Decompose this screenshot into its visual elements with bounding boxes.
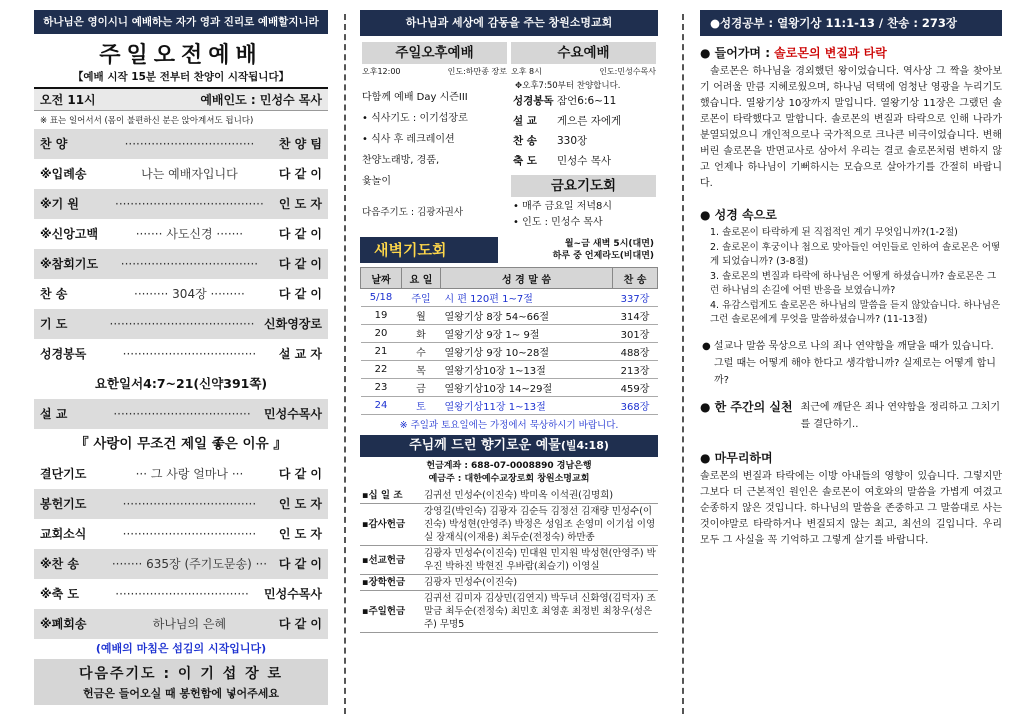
wednesday-item-label: 설 교 bbox=[513, 115, 537, 127]
column-header: ●성경공부 : 열왕기상 11:1-13 / 찬송 : 273장 bbox=[700, 10, 1002, 36]
dawn-bar bbox=[360, 237, 658, 263]
wednesday-item-value: 게으른 자에게 bbox=[557, 115, 622, 127]
cell-date: 20 bbox=[361, 325, 402, 343]
offering-type: ▪장학헌금 bbox=[360, 575, 422, 591]
scripture-ref: 요한일서4:7~21(신약391쪽) bbox=[94, 376, 268, 391]
order-person: 다 같 이 bbox=[278, 467, 322, 481]
account-info bbox=[360, 460, 658, 486]
table-row bbox=[361, 361, 658, 379]
order-person: 다 같 이 bbox=[278, 287, 322, 301]
cell-hymn: 301장 bbox=[613, 325, 658, 343]
offering-type: ▪십 일 조 bbox=[360, 488, 422, 504]
cell-date: 21 bbox=[361, 343, 402, 361]
cell-day: 화 bbox=[402, 325, 441, 343]
wednesday-meta bbox=[509, 64, 658, 79]
order-row bbox=[34, 189, 328, 219]
sermon-question: ● 설교나 말씀 묵상으로 나의 죄나 연약함을 깨달을 때가 있습니다. 그럴 때는 어떻게 해야 한다고 생각합니까? 실제로는 어떻게 합니까? bbox=[702, 340, 996, 386]
wednesday-item-label: 성경봉독 bbox=[513, 95, 554, 107]
intro-text: 솔로몬은 하나님을 경외했던 왕이었습니다. 역사상 그 짝을 찾아보기 어려울 만큼 지혜로웠으며, 하나님 덕택에 엄청난 영광을 누리기도 했습니다. 열왕기상 10장까지 말입니다. 열왕기상 11장은 그랬던 솔로몬이 타락했다고 말합니다. 솔로몬의 변질과 타락으로 인해 나라가 분열되었으니 개인적으로나 국가적으로 크나큰 비극이었습니다. 변해 버린 솔로몬을 반면교사로 삼아서 우리는 결코 솔로몬처럼 변하지 않고 언제나 하나님이 기뻐하시는 모습으로 살아가기를 간절히 바랍니다. bbox=[700, 66, 1002, 189]
table-row bbox=[361, 289, 658, 307]
offering-names: 김광자 민성수(이진숙) bbox=[422, 575, 658, 591]
cell-date: 5/18 bbox=[361, 289, 402, 307]
page-title: 주일오전예배 bbox=[99, 43, 263, 68]
wednesday-item-label: 찬 송 bbox=[513, 135, 537, 147]
order-person: 다 같 이 bbox=[278, 617, 322, 631]
cell-day: 금 bbox=[402, 379, 441, 397]
cell-hymn: 488장 bbox=[613, 343, 658, 361]
worship-time: 오전 11시 bbox=[40, 93, 96, 107]
cell-text: 열왕기상 8장 54~66절 bbox=[441, 307, 613, 325]
column-divider bbox=[682, 14, 684, 714]
order-person: 다 같 이 bbox=[278, 257, 322, 271]
sunday-pm-time: 오후12:00 bbox=[362, 67, 401, 76]
order-label: 결단기도 bbox=[40, 467, 87, 481]
program-line: • 식사 후 레크레이션 bbox=[362, 134, 455, 145]
question-list bbox=[700, 226, 1002, 328]
order-row-sermon bbox=[34, 399, 328, 429]
order-row bbox=[34, 249, 328, 279]
order-dots: ···································· bbox=[113, 407, 251, 421]
order-label: 성경봉독 bbox=[40, 347, 87, 361]
order-row bbox=[34, 219, 328, 249]
dawn-info-1: 월~금 새벽 5시(대면) bbox=[564, 239, 654, 249]
table-row bbox=[361, 307, 658, 325]
wednesday-item bbox=[513, 91, 658, 111]
order-row bbox=[34, 549, 328, 579]
schedule-note: ※ 주일과 토요일에는 가정에서 묵상하시기 바랍니다. bbox=[399, 420, 619, 431]
cell-text: 열왕기상10장 1~13절 bbox=[441, 361, 613, 379]
wednesday-time: 오후 8시 bbox=[511, 67, 542, 76]
practice-text: 최근에 깨닫은 죄나 연약함을 정리하고 그치기를 결단하기.. bbox=[800, 401, 1000, 430]
dawn-title: 새벽기도회 bbox=[360, 237, 498, 263]
offering-title: 주님께 드린 향기로운 예물 bbox=[409, 438, 561, 453]
table-row bbox=[360, 575, 658, 591]
friday-title: 금요기도회 bbox=[511, 175, 656, 197]
cell-hymn: 459장 bbox=[613, 379, 658, 397]
cell-text: 열왕기상 9장 1~ 9절 bbox=[441, 325, 613, 343]
order-row bbox=[34, 339, 328, 369]
offering-names: 김귀선 김미자 김상민(김연지) 박두녀 신화영(김덕자) 조말금 최두순(전정숙) 최민호 최영훈 최정빈 최창우(성은주) 무명5 bbox=[422, 591, 658, 633]
dawn-info-2: 하루 중 언제라도(비대면) bbox=[552, 251, 654, 261]
sunday-pm-program bbox=[360, 87, 509, 192]
wednesday-item bbox=[513, 111, 658, 131]
offering-names: 김귀선 민성수(이진숙) 박미옥 이석권(김명희) bbox=[422, 488, 658, 504]
cell-date: 23 bbox=[361, 379, 402, 397]
friday-line: • 매주 금요일 저녁8시 bbox=[513, 201, 613, 212]
table-row bbox=[360, 546, 658, 575]
order-person: 다 같 이 bbox=[278, 167, 322, 181]
order-label: 봉헌기도 bbox=[40, 497, 87, 511]
order-dots: ······································· bbox=[115, 197, 264, 211]
sunday-pm-box bbox=[360, 42, 509, 231]
order-dots: ··· 그 사랑 얼마나 ··· bbox=[135, 467, 244, 481]
wednesday-item bbox=[513, 131, 658, 151]
order-person: 설 교 자 bbox=[278, 347, 322, 361]
order-person: 민성수목사 bbox=[264, 587, 322, 601]
order-person: 다 같 이 bbox=[278, 557, 322, 571]
order-person: 다 같 이 bbox=[278, 227, 322, 241]
order-row bbox=[34, 459, 328, 489]
order-label: ※기 원 bbox=[40, 197, 80, 211]
program-line: 찬양노래방, 경품, bbox=[362, 155, 440, 166]
program-line: 다함께 예배 Day 시즌III bbox=[362, 92, 468, 103]
order-dots: 나는 예배자입니다 bbox=[141, 167, 238, 181]
order-person: 인 도 자 bbox=[278, 527, 322, 541]
list-item: 2. 솔로몬이 후궁이나 첩으로 맞아들인 여인들로 인하여 솔로몬은 어떻게 되었습니까? (3-8절) bbox=[710, 241, 1001, 267]
cell-hymn: 213장 bbox=[613, 361, 658, 379]
order-dots: 하나님의 은혜 bbox=[152, 617, 227, 631]
bank-account: 헌금계좌 : 688-07-0008890 경남은행 bbox=[426, 461, 592, 471]
order-person: 인 도 자 bbox=[278, 497, 322, 511]
order-row bbox=[34, 579, 328, 609]
practice-label: ● 한 주간의 실천 bbox=[700, 399, 793, 414]
cell-day: 주일 bbox=[402, 289, 441, 307]
order-label: ※입례송 bbox=[40, 167, 87, 181]
table-row bbox=[360, 591, 658, 633]
worship-leader: 예배인도 : 민성수 목사 bbox=[200, 93, 322, 107]
standing-note: ※ 표는 일어서서 (몸이 불편하신 분은 앉아계셔도 됩니다) bbox=[40, 116, 254, 126]
table-row bbox=[361, 343, 658, 361]
reading-schedule-table bbox=[360, 267, 658, 415]
table-row bbox=[361, 379, 658, 397]
order-row bbox=[34, 609, 328, 639]
order-dots: ······································ bbox=[109, 317, 255, 331]
order-dots: ······· 사도신경 ······· bbox=[135, 227, 244, 241]
offering-type: ▪주일헌금 bbox=[360, 591, 422, 633]
order-row bbox=[34, 129, 328, 159]
order-dots: ···································· bbox=[120, 257, 259, 271]
col-header-hymn: 찬 송 bbox=[613, 268, 658, 289]
order-label: ※폐회송 bbox=[40, 617, 87, 631]
cell-hymn: 368장 bbox=[613, 397, 658, 415]
column-header: 하나님은 영이시니 예배하는 자가 영과 진리로 예배할지니라 bbox=[34, 10, 328, 34]
wednesday-box bbox=[509, 42, 658, 231]
cell-hymn: 314장 bbox=[613, 307, 658, 325]
cell-text: 열왕기상11장 1~13절 bbox=[441, 397, 613, 415]
account-holder: 예금주 : 대한예수교장로회 창원소명교회 bbox=[428, 474, 590, 484]
order-person: 신화영장로 bbox=[264, 317, 322, 331]
offering-names: 김광자 민성수(이진숙) 민대원 민지원 박성현(안영주) 박우진 박하진 박현진 우바람(최슬기) 이영실 bbox=[422, 546, 658, 575]
col-header-day: 요 일 bbox=[402, 268, 441, 289]
sunday-pm-leader: 인도:하만종 장로 bbox=[447, 67, 507, 76]
order-dots: ··································· bbox=[115, 587, 249, 601]
order-list-2 bbox=[34, 459, 328, 639]
order-label: 설 교 bbox=[40, 407, 68, 421]
closing-text: 솔로몬의 변질과 타락에는 이방 아내들의 영향이 있습니다. 그렇지만 그보다 더 근본적인 원인은 솔로몬이 여호와의 말씀을 가볍게 여겼고 순종하지 않은 것입니다. 하나님의 말씀을 존중하고 그 말씀대로 사는 것이야말로 타락하거나 변질되지 않는 최고, 최선의 길입니다. 우리 모두 그 사실을 꼭 기억하고 그렇게 살기를 바랍니다. bbox=[700, 470, 1002, 546]
wednesday-item-label: 축 도 bbox=[513, 155, 537, 167]
table-row bbox=[361, 397, 658, 415]
wednesday-leader: 인도:민성수목사 bbox=[599, 67, 656, 76]
order-label: ※참회기도 bbox=[40, 257, 99, 271]
sunday-pm-meta bbox=[360, 64, 509, 79]
sunday-pm-title: 주일오후예배 bbox=[362, 42, 507, 64]
order-label: ※찬 송 bbox=[40, 557, 80, 571]
order-label: 찬 양 bbox=[40, 137, 68, 151]
intro-heading bbox=[700, 44, 1002, 61]
cell-day: 목 bbox=[402, 361, 441, 379]
order-person: 인 도 자 bbox=[278, 197, 322, 211]
cell-date: 22 bbox=[361, 361, 402, 379]
program-line: 윷놀이 bbox=[362, 176, 391, 187]
wednesday-items bbox=[509, 91, 658, 171]
cell-text: 시 편 120편 1~7절 bbox=[441, 289, 613, 307]
cell-day: 토 bbox=[402, 397, 441, 415]
order-dots: ··································· bbox=[122, 497, 257, 511]
cell-text: 열왕기상10장 14~29절 bbox=[441, 379, 613, 397]
subtitle: 【예배 시작 15분 전부터 찬양이 시작됩니다】 bbox=[34, 69, 328, 89]
services-column bbox=[360, 10, 658, 633]
intro-title: 솔로몬의 변질과 타락 bbox=[774, 46, 887, 60]
order-row bbox=[34, 489, 328, 519]
intro-label: ● 들어가며 : bbox=[700, 46, 775, 60]
next-prayer: 다음주기도 : 이 기 섭 장 로 bbox=[78, 666, 284, 682]
practice-section bbox=[700, 399, 1002, 433]
wednesday-praise: ✥오후7:50부터 찬양합니다. bbox=[515, 81, 621, 91]
wednesday-title: 수요예배 bbox=[511, 42, 656, 64]
order-label: 찬 송 bbox=[40, 287, 68, 301]
list-item: 3. 솔로몬의 변질과 타락에 하나님은 어떻게 하셨습니까? 솔로몬은 그런 하나님의 손길에 어떤 반응을 보였습니까? bbox=[710, 270, 997, 296]
order-label: ※신앙고백 bbox=[40, 227, 99, 241]
offering-table bbox=[360, 488, 658, 633]
offering-names: 강영길(박인숙) 김광자 김순득 김정선 김재량 민성수(이진숙) 박성현(안영주) 박정은 성임조 손영미 이기섭 이영실 장재식(이재용) 최두순(전정숙) 하만종 bbox=[422, 504, 658, 546]
wednesday-item bbox=[513, 151, 658, 171]
wednesday-item-value: 330장 bbox=[557, 135, 588, 147]
offering-type: ▪감사헌금 bbox=[360, 504, 422, 546]
table-row bbox=[361, 325, 658, 343]
table-row bbox=[360, 488, 658, 504]
sermon-title: 『 사랑이 무조건 제일 좋은 이유 』 bbox=[75, 436, 287, 452]
order-row bbox=[34, 309, 328, 339]
services-grid bbox=[360, 42, 658, 231]
order-list bbox=[34, 129, 328, 369]
col-header-scripture: 성 경 말 씀 bbox=[441, 268, 613, 289]
list-item: 4. 유감스럽게도 솔로몬은 하나님의 말씀을 듣지 않았습니다. 하나님은 그런 솔로몬에게 무엇을 말씀하셨습니까? (11-13절) bbox=[710, 299, 1001, 325]
col-header-date: 날짜 bbox=[361, 268, 402, 289]
order-dots: ·································· bbox=[124, 137, 255, 151]
end-note: (예배의 마침은 섬김의 시작입니다) bbox=[95, 642, 267, 655]
order-row bbox=[34, 279, 328, 309]
cell-date: 24 bbox=[361, 397, 402, 415]
column-divider bbox=[344, 14, 346, 714]
order-label: 교회소식 bbox=[40, 527, 87, 541]
order-row bbox=[34, 159, 328, 189]
wednesday-item-value: 민성수 목사 bbox=[557, 155, 612, 167]
dawn-info bbox=[498, 238, 658, 262]
offering-note: 헌금은 들어오실 때 봉헌함에 넣어주세요 bbox=[83, 687, 279, 700]
sunday-pm-next: 다음주기도 : 김광자권사 bbox=[362, 207, 464, 218]
morning-worship-column bbox=[34, 10, 328, 705]
cell-hymn: 337장 bbox=[613, 289, 658, 307]
order-dots: ········· 304장 ········· bbox=[134, 287, 245, 301]
cell-date: 19 bbox=[361, 307, 402, 325]
offering-type: ▪선교헌금 bbox=[360, 546, 422, 575]
wednesday-item-value: 잠언6:6~11 bbox=[557, 95, 617, 107]
cell-day: 월 bbox=[402, 307, 441, 325]
order-person: 민성수목사 bbox=[264, 407, 322, 421]
order-dots: ··································· bbox=[122, 347, 257, 361]
list-item: 1. 솔로몬이 타락하게 된 직접적인 계기 무엇입니까?(1-2절) bbox=[710, 227, 958, 238]
program-line: • 식사기도 : 이기섭장로 bbox=[362, 113, 468, 124]
order-row bbox=[34, 519, 328, 549]
order-label: 기 도 bbox=[40, 317, 68, 331]
time-bar bbox=[34, 89, 328, 111]
closing-heading: ● 마무리하며 bbox=[700, 450, 773, 465]
friday-line: • 인도 : 민성수 목사 bbox=[513, 217, 603, 228]
friday-lines bbox=[509, 199, 658, 231]
cell-text: 열왕기상 9장 10~28절 bbox=[441, 343, 613, 361]
next-week-box bbox=[34, 659, 328, 705]
offering-ref: (빌4:18) bbox=[560, 439, 609, 452]
offering-header bbox=[360, 435, 658, 457]
order-person: 찬 양 팀 bbox=[278, 137, 322, 151]
order-dots: ········ 635장 (주기도문송) ··· bbox=[111, 557, 268, 571]
bible-study-column bbox=[700, 10, 1002, 549]
table-row bbox=[360, 504, 658, 546]
inside-heading: ● 성경 속으로 bbox=[700, 208, 777, 222]
order-label: ※축 도 bbox=[40, 587, 80, 601]
order-dots: ··································· bbox=[122, 527, 257, 541]
table-header-row bbox=[361, 268, 658, 289]
cell-day: 수 bbox=[402, 343, 441, 361]
column-header: 하나님과 세상에 감동을 주는 창원소명교회 bbox=[360, 10, 658, 36]
